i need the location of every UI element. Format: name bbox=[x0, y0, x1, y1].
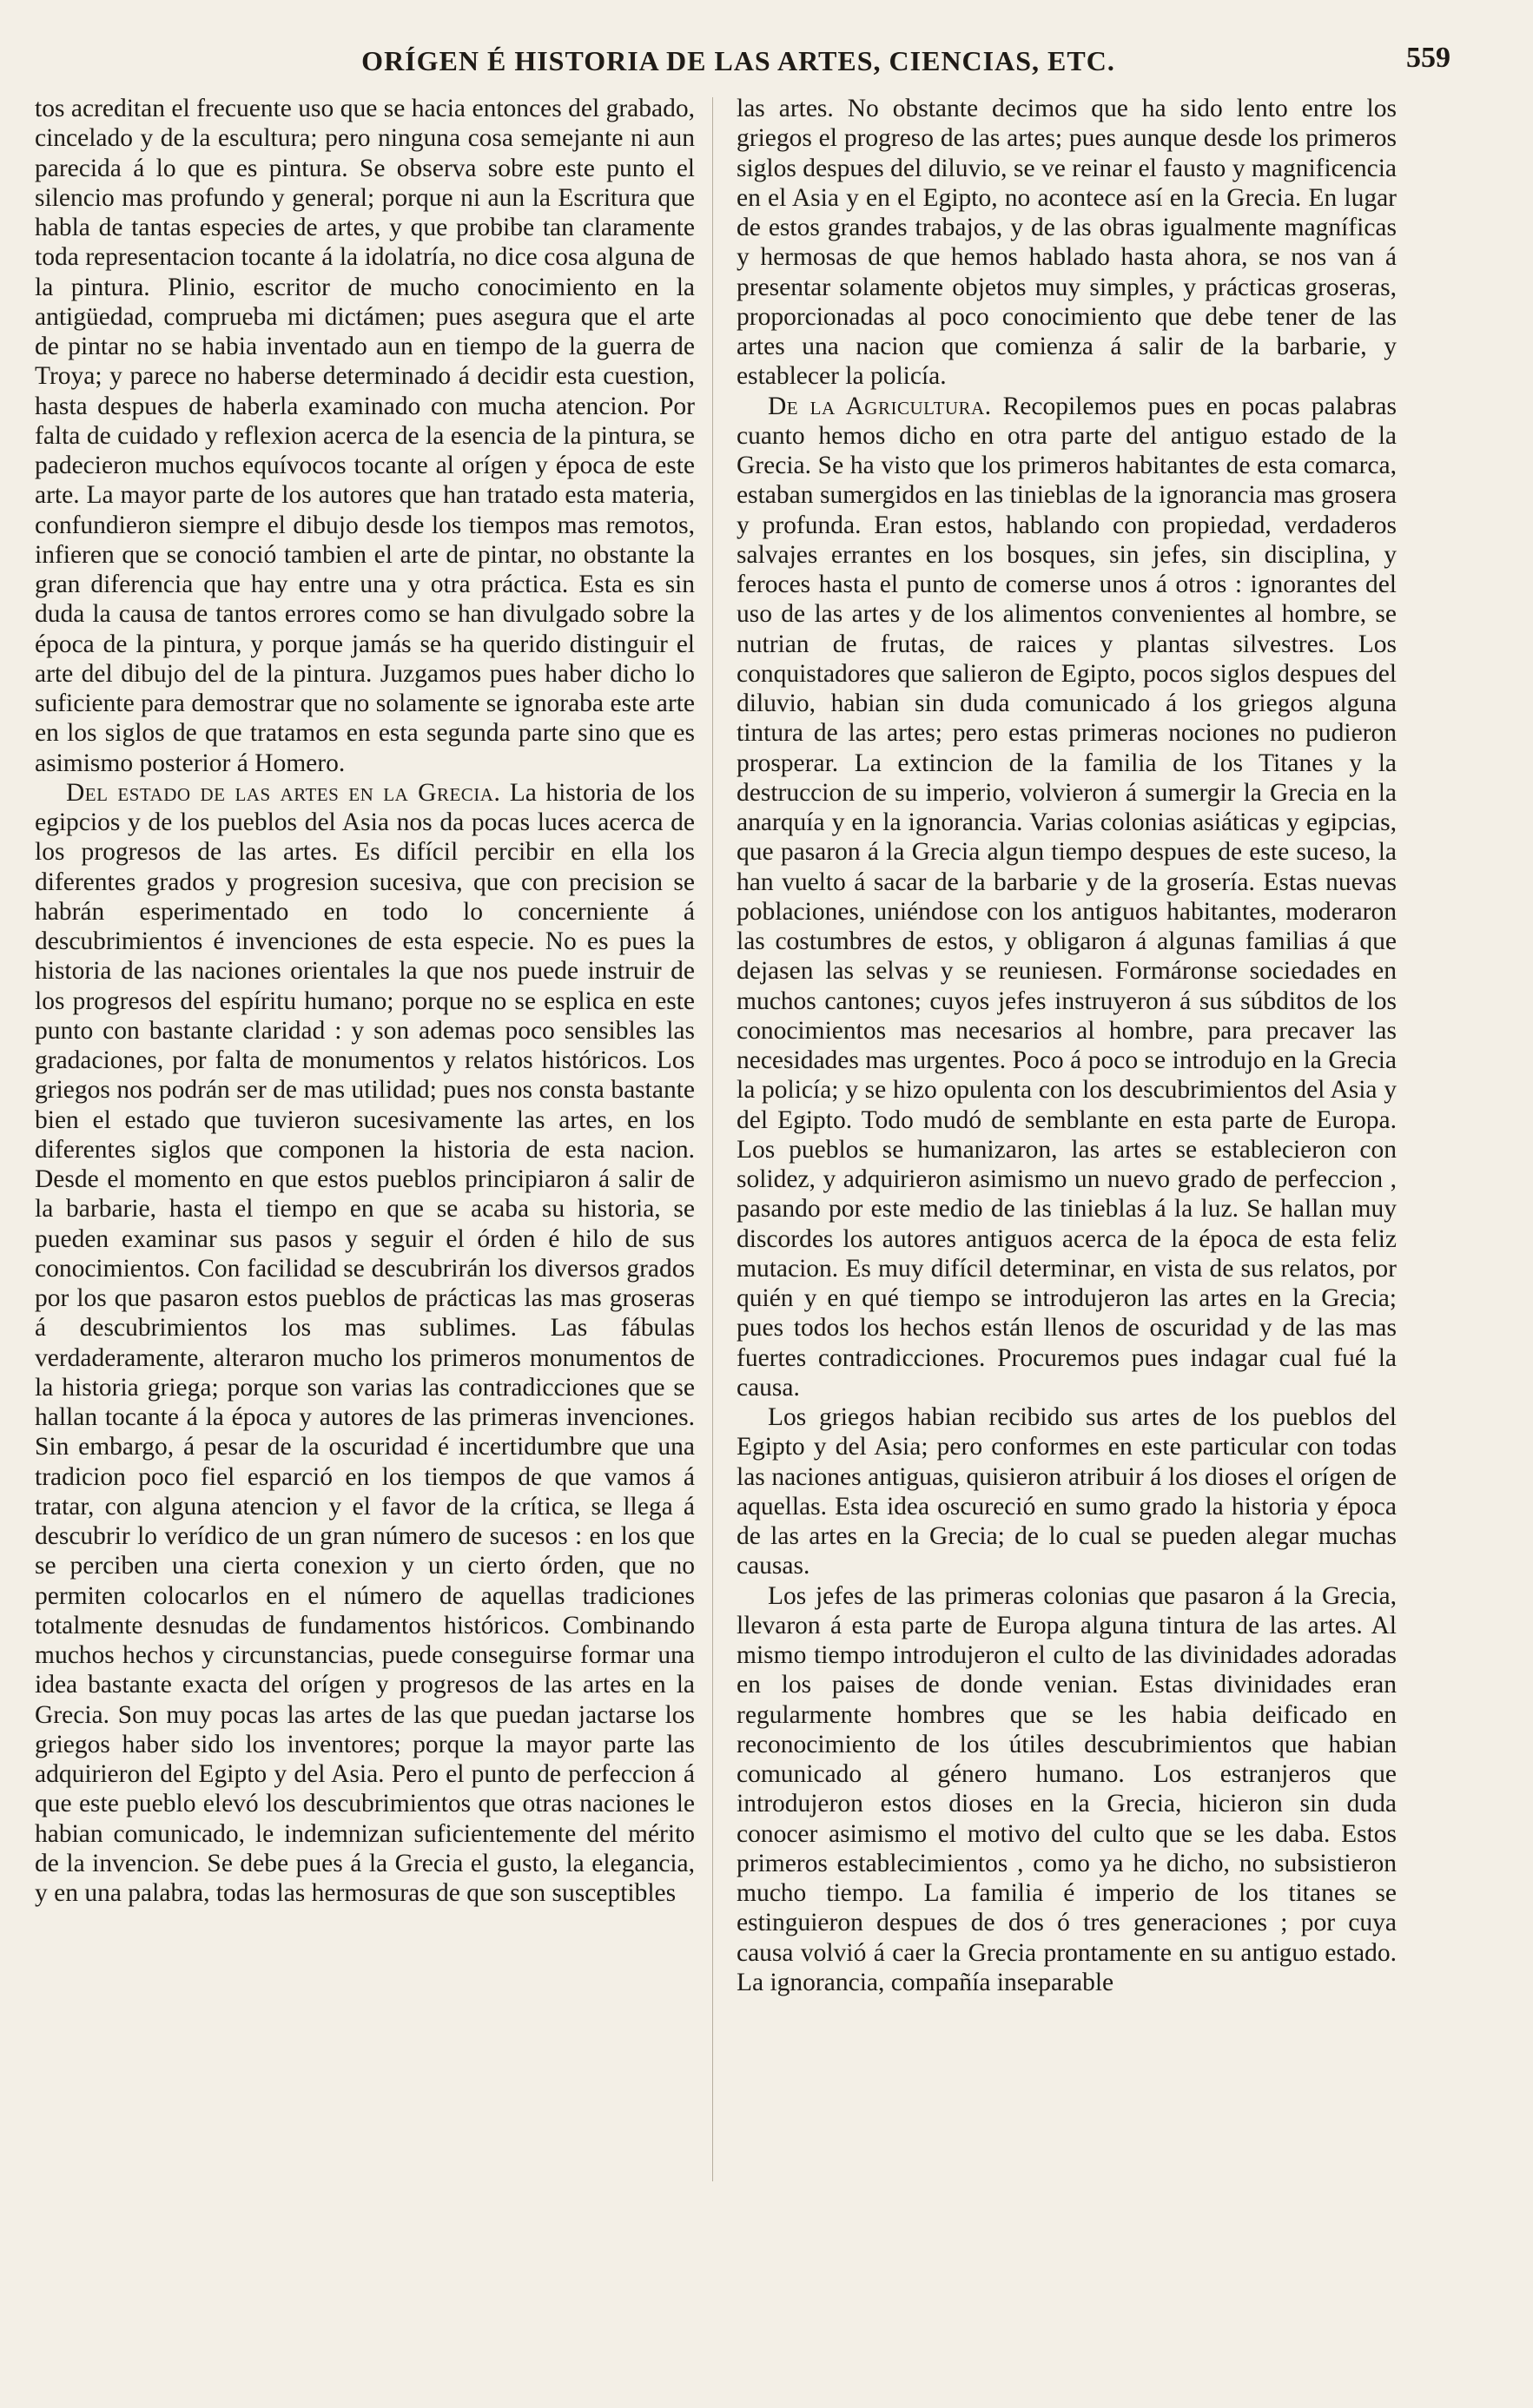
right-column bbox=[737, 94, 1397, 2265]
paragraph: Los griegos habian recibido sus artes de los pueblos del Egipto y del Asia; pero conformes en este particular con todas las naciones antiguas, quisieron atribuir á los dioses el orígen de aquellas. Esta idea oscureció en sumo grado la historia y época de las artes en la Grecia; de lo cual se pueden alegar muchas causas. bbox=[737, 1403, 1397, 1580]
paragraph: Los jefes de las primeras colonias que pasaron á la Grecia, llevaron á esta parte de Europa alguna tintura de las artes. Al mismo tiempo introdujeron el culto de las divinidades adoradas en los paises de donde venian. Estas divinidades eran regularmente hombres que se les habia deificado en reconocimiento de los útiles descubrimientos que habian comunicado al género humano. Los estranjeros que introdujeron estos dioses en la Grecia, hicieron sin duda conocer asimismo el motivo del culto que se les daba. Estos primeros establecimientos , como ya he dicho, no subsistieron mucho tiempo. La familia é imperio de los titanes se estinguieron despues de dos ó tres generaciones ; por cuya causa volvió á caer la Grecia prontamente en su antiguo estado. La ignorancia, compañía inseparable bbox=[737, 1581, 1397, 1996]
section-heading: Del estado de las artes en la Grecia. bbox=[66, 778, 501, 807]
paragraph: las artes. No obstante decimos que ha sido lento entre los griegos el progreso de las artes; pues aunque desde los primeros siglos despues del diluvio, se ve reinar el fausto y magnificencia en el Asia y en el Egipto, no acontece así en la Grecia. En lugar de estos grandes trabajos, y de las obras igualmente magníficas y hermosas de que hemos hablado hasta ahora, se nos van á presentar solamente objetos muy simples, y prácticas groseras, proporcionadas al poco conocimiento que debe tener de las artes una nacion que comienza á salir de la barbarie, y establecer la policía. bbox=[737, 95, 1397, 391]
section-text: La historia de los egipcios y de los pueblos del Asia nos da pocas luces acerca de los progresos de las artes. Es difícil percibir en ella los diferentes grados y progresion sucesiva, que con precision se habrán esperimentado en todo lo concerniente á descubrimientos é invenciones de esta especie. No es pues la historia de las naciones orientales la que nos puede instruir de los progresos del espíritu humano; porque no se esplica en este punto con bastante claridad : y son ademas poco sensibles las gradaciones, por falta de monumentos y relatos históricos. Los griegos nos podrán ser de mas utilidad; pues nos consta bastante bien el estado que tuvieron sucesivamente las artes, en los diferentes siglos que componen la historia de esta nacion. Desde el momento en que estos pueblos principiaron á salir de la barbarie, hasta el tiempo en que se acaba su historia, se pueden examinar sus pasos y seguir el órden é hilo de sus conocimientos. Con facilidad se descubrirán los diversos grados por los que pasaron estos pueblos de prácticas las mas groseras á descubrimientos los mas sublimes. Las fábulas verdaderamente, alteraron mucho los primeros monumentos de la historia griega; porque son varias las contradicciones que se hallan tocante á la época y autores de las primeras invenciones. Sin embargo, á pesar de la oscuridad é incertidumbre que una tradicion poco fiel esparció en los tiempos de que vamos á tratar, con alguna atencion y el favor de la crítica, se llega á descubrir lo verídico de un gran número de sucesos : en los que se perciben una cierta conexion y un cierto órden, que no permiten colocarlos en el número de aquellas tradiciones totalmente desnudas de fundamentos históricos. Combinando muchos hechos y circunstancias, puede conseguirse formar una idea bastante exacta del orígen y progresos de las artes en la Grecia. Son muy pocas las artes de las que puedan jactarse los griegos haber sido los inventores; porque la mayor parte las adquirieron del Egipto y del Asia. Pero el punto de perfeccion á que este pueblo elevó los descubrimientos que otras naciones le habian comunicado, le indemnizan suficientemente del mérito de la invencion. Se debe pues á la Grecia el gusto, la elegancia, y en una palabra, todas las hermosuras de que son susceptibles bbox=[35, 778, 695, 1907]
section-paragraph bbox=[35, 778, 695, 1909]
page-number: 559 bbox=[1406, 42, 1450, 74]
section-text: Recopilemos pues en pocas palabras cuanto hemos dicho en otra parte del antiguo estado de la Grecia. Se ha visto que los primeros habitantes de esta comarca, estaban sumergidos en las tinieblas de la ignorancia mas grosera y profunda. Eran estos, hablando con propiedad, verdaderos salvajes errantes en los bosques, sin jefes, sin disciplina, y feroces hasta el punto de comerse unos á otros : ignorantes del uso de las artes y de los alimentos convenientes al hombre, se nutrian de frutas, de raices y plantas silvestres. Los conquistadores que salieron de Egipto, pocos siglos despues del diluvio, habian sin duda comunicado á los griegos alguna tintura de las artes; pero estas primeras nociones no pudieron prosperar. La extincion de la familia de los Titanes y la destruccion de su imperio, volvieron á sumergir la Grecia en la anarquía y en la ignorancia. Varias colonias asiáticas y egipcias, que pasaron á la Grecia algun tiempo despues de este suceso, la han vuelto á sacar de la barbarie y de la grosería. Estas nuevas poblaciones, uniéndose con los antiguos habitantes, moderaron las costumbres de estos, y obligaron á algunas familias á que dejasen las selvas y se reuniesen. Formáronse sociedades en muchos cantones; cuyos jefes instruyeron á sus súbditos de los conocimientos mas necesarios al hombre, para precaver las necesidades mas urgentes. Poco á poco se introdujo en la Grecia la policía; y se hizo opulenta con los descubrimientos del Asia y del Egipto. Todo mudó de semblante en esta parte de Europa. Los pueblos se humanizaron, las artes se establecieron con solidez, y adquirieron asimismo un nuevo grado de perfeccion , pasando por este medio de las tinieblas á la luz. Se hallan muy discordes los autores antiguos acerca de la época de esta feliz mutacion. Es muy difícil determinar, en vista de sus relatos, por quién y en qué tiempo se introdujeron las artes en la Grecia; pues todos los hechos están llenos de oscuridad y de las mas fuertes contradicciones. Procuremos pues indagar cual fué la causa. bbox=[737, 392, 1397, 1402]
left-column bbox=[35, 94, 695, 2265]
section-heading: De la Agricultura. bbox=[768, 392, 992, 420]
page-header bbox=[35, 42, 1450, 89]
column-divider bbox=[712, 97, 713, 2181]
section-paragraph bbox=[737, 392, 1397, 1403]
paragraph: tos acreditan el frecuente uso que se hacia entonces del grabado, cincelado y de la escultura; pero ninguna cosa semejante ni aun parecida á lo que es pintura. Se observa sobre este punto el silencio mas profundo y general; porque ni aun la Escritura que habla de tantas especies de artes, y que probibe tan claramente toda representacion tocante á la idolatría, no dice cosa alguna de la pintura. Plinio, escritor de mucho conocimiento en la antigüedad, comprueba mi dictámen; pues asegura que el arte de pintar no se habia inventado aun en tiempo de la guerra de Troya; y parece no haberse determinado á decidir esta cuestion, hasta despues de haberla examinado con mucha atencion. Por falta de cuidado y reflexion acerca de la esencia de la pintura, se padecieron muchos equívocos tocante al orígen y época de este arte. La mayor parte de los autores que han tratado esta materia, confundieron siempre el dibujo desde los tiempos mas remotos, infieren que se conoció tambien el arte de pintar, no obstante la gran diferencia que hay entre una y otra práctica. Esta es sin duda la causa de tantos errores como se han divulgado sobre la época de la pintura, y porque jamás se ha querido distinguir el arte del dibujo del de la pintura. Juzgamos pues haber dicho lo suficiente para demostrar que no solamente se ignoraba este arte en los siglos de que tratamos en esta segunda parte sino que es asimismo posterior á Homero. bbox=[35, 95, 695, 777]
running-title: ORÍGEN É HISTORIA DE LAS ARTES, CIENCIAS, ETC. bbox=[361, 45, 1115, 76]
